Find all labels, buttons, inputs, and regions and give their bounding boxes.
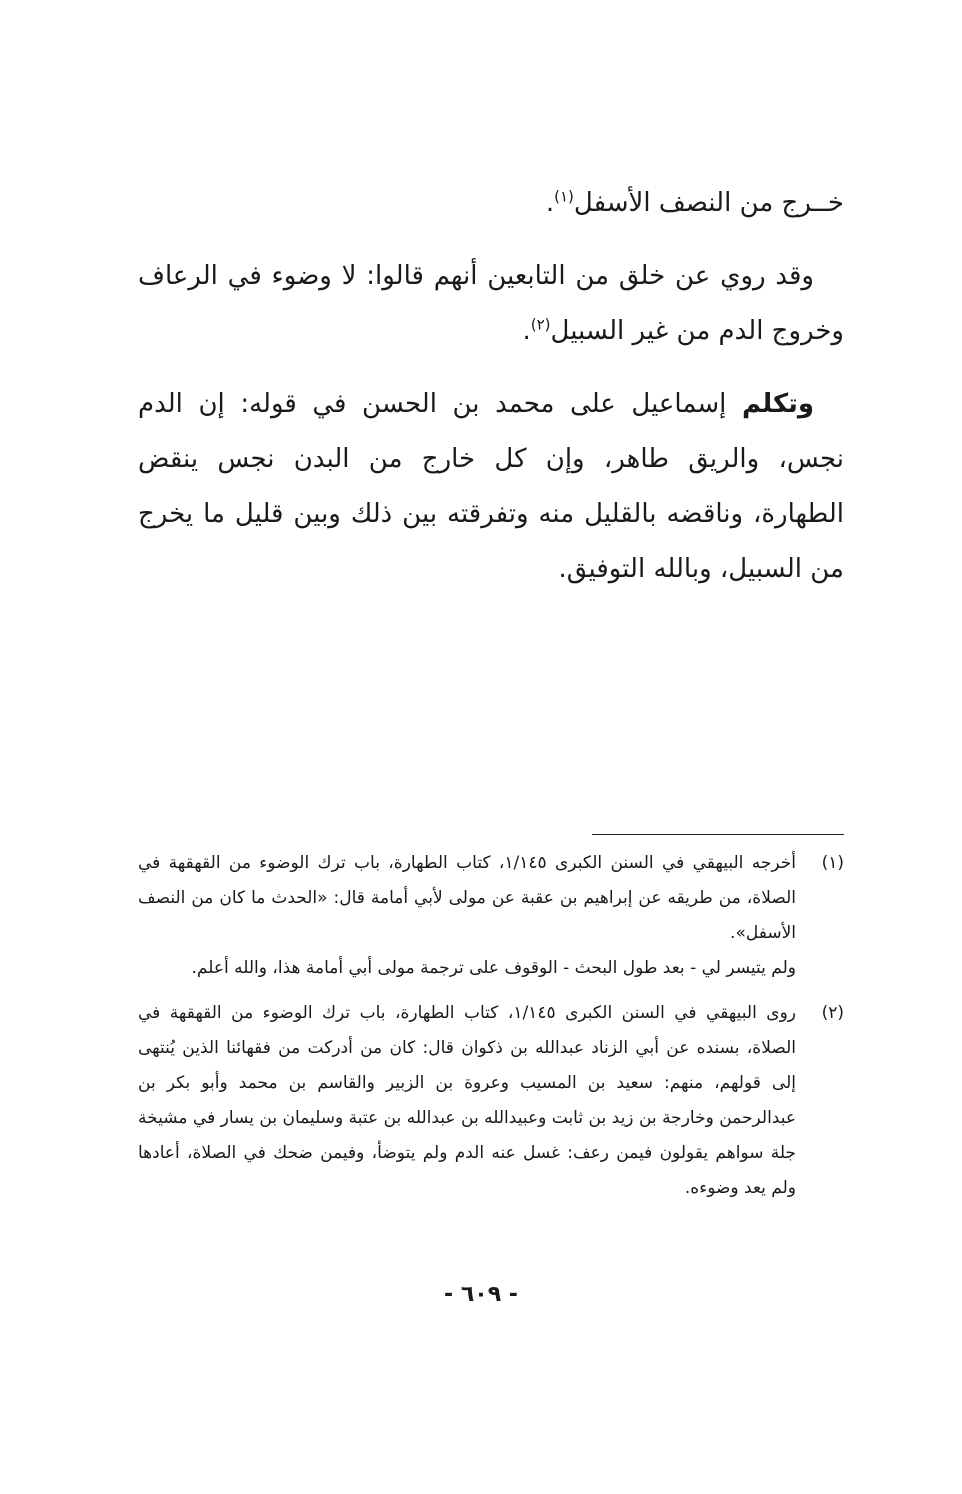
paragraph-3 bbox=[138, 377, 844, 597]
footnote-number: (٢) bbox=[821, 1003, 844, 1023]
footnote-2 bbox=[138, 996, 844, 1206]
paragraph-1 bbox=[138, 176, 844, 231]
footnote-number: (١) bbox=[821, 853, 844, 873]
footnote-ref-2: (٢) bbox=[530, 315, 551, 334]
paragraph-2-text: وقد روي عن خلق من التابعين أنهم قالوا: لا وضوء في الرعاف وخروج الدم من غير السبيل bbox=[138, 261, 844, 346]
footnote-text: أخرجه البيهقي في السنن الكبرى ١/١٤٥، كتاب الطهارة، باب ترك الوضوء من القهقهة في الصلاة، من طريقه عن إبراهيم بن عقبة عن مولى لأبي أمامة قال: «الحدث ما كان من النصف الأسفل». bbox=[138, 853, 796, 943]
footnote-ref-1: (١) bbox=[554, 187, 574, 206]
paragraph-1-end: . bbox=[545, 188, 555, 218]
paragraph-3-lead: وتكلم bbox=[741, 389, 814, 419]
footnote-text: روى البيهقي في السنن الكبرى ١/١٤٥، كتاب الطهارة، باب ترك الوضوء من القهقهة في الصلاة، بسنده عن أبي الزناد عبدالله بن ذكوان قال: كان من أدركت من فقهائنا الذين يُنتهى إلى قولهم، منهم: سعيد بن المسيب وعروة بن الزبير والقاسم بن محمد وأبو بكر بن عبدالرحمن وخارجة بن زيد بن ثابت وعبيدالله بن عبدالله بن عتبة وسليمان بن يسار في مشيخة جلة سواهم يقولون فيمن رعف: غسل عنه الدم ولم يتوضأ، وفيمن ضحك في الصلاة، أعادها ولم يعد وضوءه. bbox=[138, 1003, 796, 1198]
paragraph-2-end: . bbox=[522, 316, 531, 346]
paragraph-1-text: خــرج من النصف الأسفل bbox=[573, 188, 844, 218]
footnotes bbox=[138, 846, 844, 1216]
paragraph-2 bbox=[138, 249, 844, 359]
page-number: - ٦٠٩ - bbox=[444, 1282, 518, 1307]
paragraph-3-text: إسماعيل على محمد بن الحسن في قوله: إن الدم نجس، والريق طاهر، وإن كل خارج من البدن نجس ينقض الطهارة، وناقضه بالقليل منه وتفرقته بين ذلك وبين قليل ما يخرج من السبيل، وبالله التوفيق. bbox=[138, 389, 844, 584]
footnote-separator bbox=[592, 834, 844, 835]
footnote-1 bbox=[138, 846, 844, 986]
footnote-text: ولم يتيسر لي - بعد طول البحث - الوقوف على ترجمة مولى أبي أمامة هذا، والله أعلم. bbox=[191, 958, 796, 978]
main-text bbox=[138, 176, 844, 615]
